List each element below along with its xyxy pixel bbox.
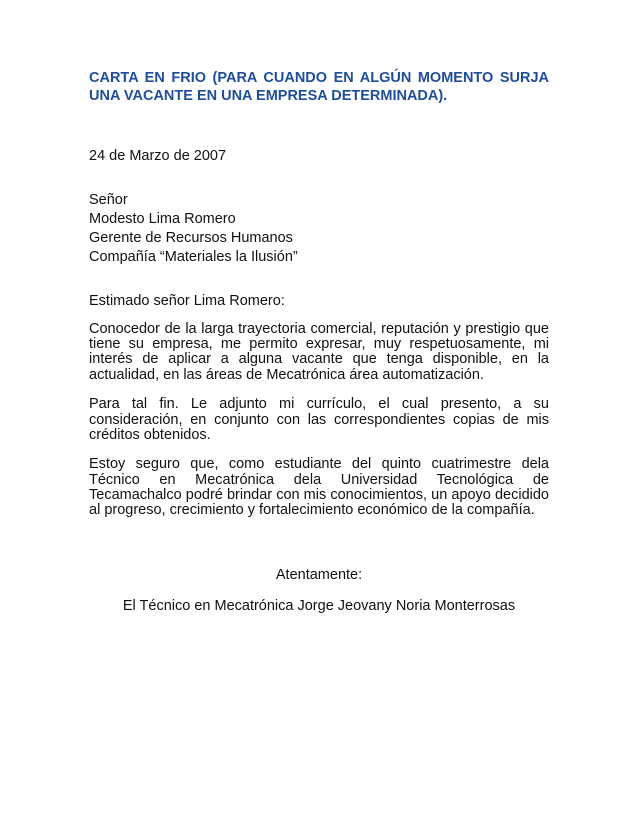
signature-line: El Técnico en Mecatrónica Jorge Jeovany Noria Monterrosas — [122, 598, 516, 614]
recipient-block — [89, 191, 549, 267]
letter-date: 24 de Marzo de 2007 — [89, 148, 227, 164]
recipient-honorific: Señor — [89, 192, 128, 208]
letter-title: CARTA EN FRIO (PARA CUANDO EN ALGÚN MOMENTO SURJA UNA VACANTE EN UNA EMPRESA DETERMINADA). — [89, 70, 549, 104]
paragraph-intro: Conocedor de la larga trayectoria comercial, reputación y prestigio que tiene su empresa, me permito expresar, muy respetuosamente, mi interés de aplicar a alguna vacante que tenga disponible, en la actualidad, en las áreas de Mecatrónica área automatización. — [89, 321, 549, 383]
closing-phrase: Atentamente: — [275, 567, 363, 583]
letter-body — [89, 69, 549, 533]
paragraph-attachment: Para tal fin. Le adjunto mi currículo, el cual presento, a su consideración, en conjunto con las correspondientes copias de mis créditos obtenidos. — [89, 396, 549, 443]
recipient-company: Compañía “Materiales la Ilusión” — [89, 249, 298, 265]
recipient-name: Modesto Lima Romero — [89, 211, 236, 227]
paragraph-closing-argument: Estoy seguro que, como estudiante del quinto cuatrimestre dela Técnico en Mecatrónica dela Universidad Tecnológica de Tecamachalco podré brindar con mis conocimientos, un apoyo decidido al progreso, crecimiento y fortalecimiento económico de la compañía. — [89, 456, 549, 519]
recipient-position: Gerente de Recursos Humanos — [89, 230, 293, 246]
salutation: Estimado señor Lima Romero: — [89, 293, 285, 309]
